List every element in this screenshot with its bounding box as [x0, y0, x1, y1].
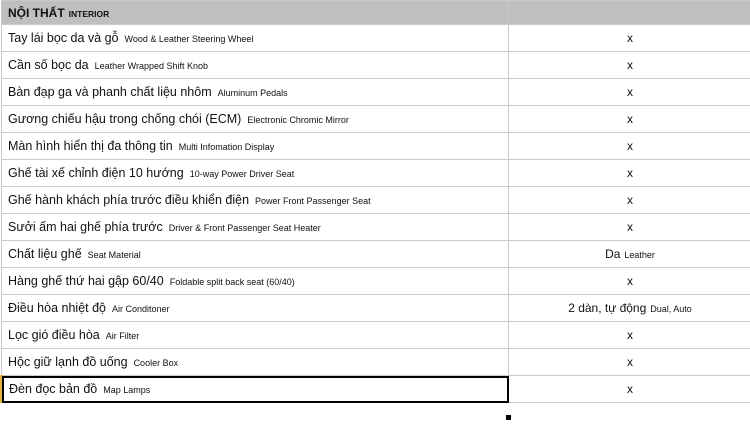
- value-cell[interactable]: [509, 25, 750, 52]
- feature-name-vi: Ghế tài xế chỉnh điện 10 hướng: [8, 166, 184, 180]
- value-vi: 2 dàn, tự động: [568, 301, 647, 315]
- table-row: [2, 187, 750, 214]
- table-row: [2, 295, 750, 322]
- value-cell[interactable]: [509, 52, 750, 79]
- feature-name-vi: Hộc giữ lạnh đồ uống: [8, 355, 128, 369]
- feature-cell[interactable]: [2, 160, 509, 187]
- header-cell-value[interactable]: [509, 1, 750, 25]
- selection-fill-handle[interactable]: [505, 414, 512, 421]
- value-cell[interactable]: [509, 268, 750, 295]
- feature-cell[interactable]: [2, 376, 509, 403]
- value-vi: x: [627, 112, 633, 126]
- value-vi: x: [627, 382, 633, 396]
- feature-cell[interactable]: [2, 187, 509, 214]
- table-row: [2, 79, 750, 106]
- value-vi: x: [627, 274, 633, 288]
- value-vi: x: [627, 355, 633, 369]
- feature-name-vi: Màn hình hiển thị đa thông tin: [8, 139, 173, 153]
- feature-name-en: Cooler Box: [133, 358, 179, 368]
- value-vi: x: [627, 58, 633, 72]
- feature-cell[interactable]: [2, 295, 509, 322]
- feature-name-en: Multi Infomation Display: [178, 142, 275, 152]
- header-cell-feature[interactable]: [2, 1, 509, 25]
- feature-cell[interactable]: [2, 241, 509, 268]
- feature-cell[interactable]: [2, 133, 509, 160]
- value-cell[interactable]: [509, 133, 750, 160]
- value-vi: Da: [605, 247, 621, 261]
- feature-name-en: 10-way Power Driver Seat: [189, 169, 295, 179]
- table-row: [2, 52, 750, 79]
- table-row: [2, 133, 750, 160]
- feature-cell[interactable]: [2, 25, 509, 52]
- feature-name-en: Power Front Passenger Seat: [255, 196, 371, 206]
- value-cell[interactable]: [509, 79, 750, 106]
- value-vi: x: [627, 328, 633, 342]
- table-row: [2, 25, 750, 52]
- value-en: Dual, Auto: [650, 304, 692, 314]
- feature-cell[interactable]: [2, 106, 509, 133]
- feature-name-vi: Gương chiếu hậu trong chống chói (ECM): [8, 112, 242, 126]
- value-cell[interactable]: [509, 160, 750, 187]
- feature-name-en: Air Conditoner: [112, 304, 170, 314]
- feature-name-vi: Bàn đạp ga và phanh chất liệu nhôm: [8, 85, 212, 99]
- header-title-vi: NỘI THẤT: [8, 5, 65, 20]
- value-cell[interactable]: [509, 295, 750, 322]
- feature-name-en: Foldable split back seat (60/40): [169, 277, 295, 287]
- feature-name-vi: Đèn đọc bản đồ: [9, 382, 98, 396]
- feature-cell[interactable]: [2, 52, 509, 79]
- table-row: [2, 268, 750, 295]
- feature-name-en: Leather Wrapped Shift Knob: [94, 61, 209, 71]
- value-cell[interactable]: [509, 106, 750, 133]
- feature-cell[interactable]: [2, 79, 509, 106]
- feature-cell[interactable]: [2, 349, 509, 376]
- table-row: [2, 349, 750, 376]
- header-row: [2, 1, 750, 25]
- feature-name-en: Map Lamps: [103, 385, 151, 395]
- value-cell[interactable]: [509, 187, 750, 214]
- value-cell[interactable]: [509, 214, 750, 241]
- value-en: Leather: [624, 250, 655, 260]
- feature-cell[interactable]: [2, 322, 509, 349]
- value-vi: x: [627, 220, 633, 234]
- value-vi: x: [627, 31, 633, 45]
- table-row: [2, 241, 750, 268]
- value-cell[interactable]: [509, 349, 750, 376]
- feature-name-vi: Điều hòa nhiệt độ: [8, 301, 106, 315]
- value-vi: x: [627, 85, 633, 99]
- feature-name-vi: Ghế hành khách phía trước điều khiển điện: [8, 193, 250, 207]
- feature-name-en: Wood & Leather Steering Wheel: [124, 34, 254, 44]
- feature-cell[interactable]: [2, 214, 509, 241]
- table-row: [2, 160, 750, 187]
- table-row: [2, 214, 750, 241]
- feature-name-en: Air Filter: [105, 331, 140, 341]
- value-vi: x: [627, 166, 633, 180]
- table-row: [2, 106, 750, 133]
- feature-name-vi: Sưởi ấm hai ghế phía trước: [8, 220, 163, 234]
- feature-cell[interactable]: [2, 268, 509, 295]
- table-row: [2, 376, 750, 403]
- value-vi: x: [627, 193, 633, 207]
- feature-name-vi: Cần số bọc da: [8, 58, 89, 72]
- spec-rows: [2, 25, 750, 403]
- feature-name-vi: Hàng ghế thứ hai gập 60/40: [8, 274, 164, 288]
- header-title-en: INTERIOR: [68, 8, 110, 19]
- value-cell[interactable]: [509, 241, 750, 268]
- value-cell[interactable]: [509, 376, 750, 403]
- feature-name-en: Electronic Chromic Mirror: [247, 115, 349, 125]
- feature-name-en: Aluminum Pedals: [217, 88, 288, 98]
- table-row: [2, 322, 750, 349]
- value-cell[interactable]: [509, 322, 750, 349]
- feature-name-en: Seat Material: [87, 250, 141, 260]
- feature-name-vi: Chất liệu ghế: [8, 247, 82, 261]
- feature-name-vi: Tay lái bọc da và gỗ: [8, 31, 119, 45]
- feature-name-en: Driver & Front Passenger Seat Heater: [168, 223, 321, 233]
- feature-name-vi: Lọc gió điều hòa: [8, 328, 100, 342]
- value-vi: x: [627, 139, 633, 153]
